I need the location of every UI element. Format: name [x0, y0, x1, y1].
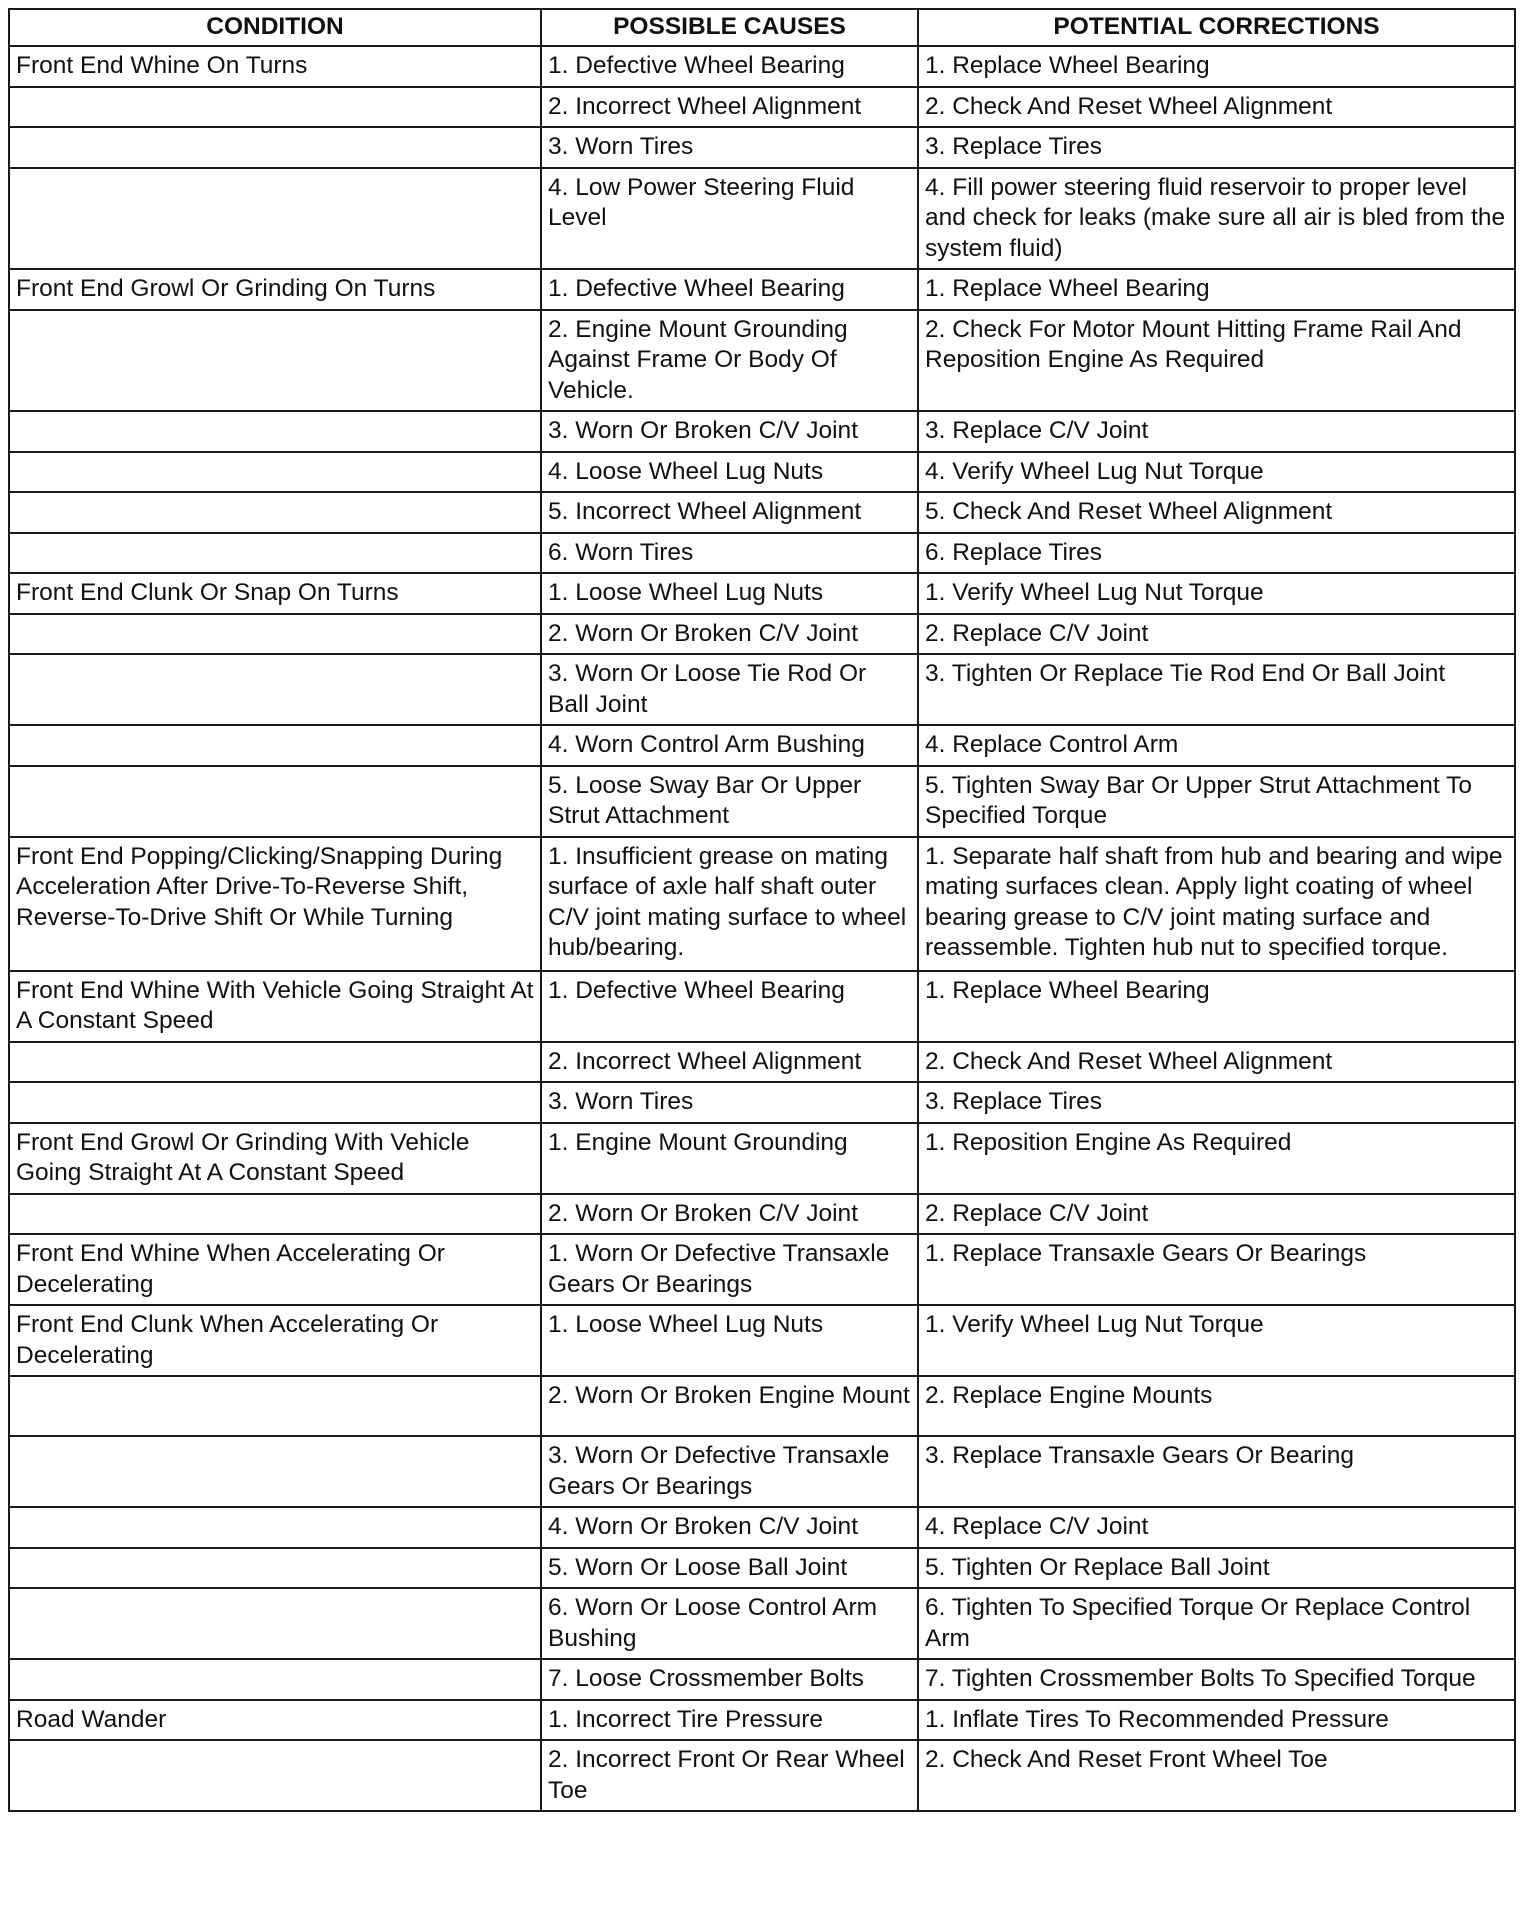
cause-cell: 4. Worn Or Broken C/V Joint	[541, 1507, 918, 1548]
table-row	[9, 1376, 1515, 1436]
table-row	[9, 971, 1515, 1042]
correction-cell: 2. Check For Motor Mount Hitting Frame Rail And Reposition Engine As Required	[918, 310, 1515, 412]
table-row	[9, 127, 1515, 168]
correction-cell: 7. Tighten Crossmember Bolts To Specified Torque	[918, 1659, 1515, 1700]
condition-cell	[9, 310, 541, 412]
table-row	[9, 573, 1515, 614]
correction-cell: 3. Replace C/V Joint	[918, 411, 1515, 452]
table-row	[9, 1042, 1515, 1083]
correction-cell: 2. Replace C/V Joint	[918, 614, 1515, 655]
condition-cell: Front End Whine With Vehicle Going Straight At A Constant Speed	[9, 971, 541, 1042]
correction-cell: 5. Check And Reset Wheel Alignment	[918, 492, 1515, 533]
condition-cell	[9, 411, 541, 452]
correction-cell: 2. Check And Reset Wheel Alignment	[918, 1042, 1515, 1083]
correction-cell: 1. Replace Wheel Bearing	[918, 46, 1515, 87]
header-possible-causes: POSSIBLE CAUSES	[541, 9, 918, 46]
cause-cell: 4. Low Power Steering Fluid Level	[541, 168, 918, 270]
header-potential-corrections: POTENTIAL CORRECTIONS	[918, 9, 1515, 46]
cause-cell: 5. Worn Or Loose Ball Joint	[541, 1548, 918, 1589]
condition-cell: Front End Growl Or Grinding On Turns	[9, 269, 541, 310]
correction-cell: 2. Replace C/V Joint	[918, 1194, 1515, 1235]
table-row	[9, 1700, 1515, 1741]
correction-cell: 4. Replace Control Arm	[918, 725, 1515, 766]
condition-cell: Front End Clunk Or Snap On Turns	[9, 573, 541, 614]
cause-cell: 5. Loose Sway Bar Or Upper Strut Attachment	[541, 766, 918, 837]
cause-cell: 1. Defective Wheel Bearing	[541, 269, 918, 310]
table-row	[9, 269, 1515, 310]
cause-cell: 1. Defective Wheel Bearing	[541, 971, 918, 1042]
correction-cell: 5. Tighten Sway Bar Or Upper Strut Attachment To Specified Torque	[918, 766, 1515, 837]
cause-cell: 3. Worn Tires	[541, 127, 918, 168]
correction-cell: 2. Check And Reset Wheel Alignment	[918, 87, 1515, 128]
correction-cell: 1. Replace Wheel Bearing	[918, 971, 1515, 1042]
table-row	[9, 1588, 1515, 1659]
table-row	[9, 1659, 1515, 1700]
condition-cell	[9, 492, 541, 533]
correction-cell: 1. Replace Wheel Bearing	[918, 269, 1515, 310]
cause-cell: 2. Worn Or Broken Engine Mount	[541, 1376, 918, 1436]
cause-cell: 1. Loose Wheel Lug Nuts	[541, 573, 918, 614]
cause-cell: 1. Insufficient grease on mating surface of axle half shaft outer C/V joint mating surface to wheel hub/bearing.	[541, 837, 918, 971]
correction-cell: 4. Fill power steering fluid reservoir to proper level and check for leaks (make sure all air is bled from the system fluid)	[918, 168, 1515, 270]
diagnosis-table	[8, 8, 1516, 1812]
condition-cell	[9, 654, 541, 725]
condition-cell: Road Wander	[9, 1700, 541, 1741]
table-row	[9, 46, 1515, 87]
table-row	[9, 1082, 1515, 1123]
condition-cell	[9, 533, 541, 574]
cause-cell: 1. Loose Wheel Lug Nuts	[541, 1305, 918, 1376]
condition-cell: Front End Growl Or Grinding With Vehicle Going Straight At A Constant Speed	[9, 1123, 541, 1194]
correction-cell: 1. Inflate Tires To Recommended Pressure	[918, 1700, 1515, 1741]
correction-cell: 3. Replace Tires	[918, 1082, 1515, 1123]
cause-cell: 2. Engine Mount Grounding Against Frame Or Body Of Vehicle.	[541, 310, 918, 412]
table-row	[9, 837, 1515, 971]
condition-cell	[9, 1548, 541, 1589]
table-row	[9, 87, 1515, 128]
table-row	[9, 1436, 1515, 1507]
table-row	[9, 1123, 1515, 1194]
table-row	[9, 725, 1515, 766]
table-body	[9, 46, 1515, 1811]
cause-cell: 5. Incorrect Wheel Alignment	[541, 492, 918, 533]
cause-cell: 1. Engine Mount Grounding	[541, 1123, 918, 1194]
cause-cell: 4. Worn Control Arm Bushing	[541, 725, 918, 766]
table-row	[9, 168, 1515, 270]
condition-cell	[9, 1082, 541, 1123]
correction-cell: 4. Replace C/V Joint	[918, 1507, 1515, 1548]
condition-cell	[9, 725, 541, 766]
correction-cell: 1. Replace Transaxle Gears Or Bearings	[918, 1234, 1515, 1305]
correction-cell: 1. Separate half shaft from hub and bearing and wipe mating surfaces clean. Apply light coating of wheel bearing grease to C/V joint mating surface and reassemble. Tighten hub nut to specified torque.	[918, 837, 1515, 971]
correction-cell: 2. Check And Reset Front Wheel Toe	[918, 1740, 1515, 1811]
condition-cell	[9, 1376, 541, 1436]
table-row	[9, 1548, 1515, 1589]
cause-cell: 1. Worn Or Defective Transaxle Gears Or Bearings	[541, 1234, 918, 1305]
cause-cell: 4. Loose Wheel Lug Nuts	[541, 452, 918, 493]
cause-cell: 1. Defective Wheel Bearing	[541, 46, 918, 87]
correction-cell: 3. Replace Tires	[918, 127, 1515, 168]
condition-cell	[9, 1042, 541, 1083]
table-row	[9, 533, 1515, 574]
table-row	[9, 1194, 1515, 1235]
correction-cell: 4. Verify Wheel Lug Nut Torque	[918, 452, 1515, 493]
table-row	[9, 310, 1515, 412]
correction-cell: 6. Replace Tires	[918, 533, 1515, 574]
condition-cell: Front End Whine When Accelerating Or Decelerating	[9, 1234, 541, 1305]
cause-cell: 2. Incorrect Wheel Alignment	[541, 87, 918, 128]
table-row	[9, 1305, 1515, 1376]
condition-cell	[9, 614, 541, 655]
correction-cell: 1. Reposition Engine As Required	[918, 1123, 1515, 1194]
table-row	[9, 411, 1515, 452]
cause-cell: 2. Incorrect Front Or Rear Wheel Toe	[541, 1740, 918, 1811]
cause-cell: 3. Worn Or Broken C/V Joint	[541, 411, 918, 452]
correction-cell: 1. Verify Wheel Lug Nut Torque	[918, 1305, 1515, 1376]
correction-cell: 3. Tighten Or Replace Tie Rod End Or Ball Joint	[918, 654, 1515, 725]
table-row	[9, 1507, 1515, 1548]
condition-cell	[9, 1588, 541, 1659]
condition-cell	[9, 1659, 541, 1700]
correction-cell: 5. Tighten Or Replace Ball Joint	[918, 1548, 1515, 1589]
table-row	[9, 492, 1515, 533]
condition-cell: Front End Whine On Turns	[9, 46, 541, 87]
cause-cell: 6. Worn Tires	[541, 533, 918, 574]
cause-cell: 1. Incorrect Tire Pressure	[541, 1700, 918, 1741]
condition-cell: Front End Clunk When Accelerating Or Decelerating	[9, 1305, 541, 1376]
table-row	[9, 654, 1515, 725]
cause-cell: 2. Worn Or Broken C/V Joint	[541, 1194, 918, 1235]
cause-cell: 7. Loose Crossmember Bolts	[541, 1659, 918, 1700]
correction-cell: 1. Verify Wheel Lug Nut Torque	[918, 573, 1515, 614]
table-row	[9, 1740, 1515, 1811]
cause-cell: 2. Worn Or Broken C/V Joint	[541, 614, 918, 655]
condition-cell	[9, 766, 541, 837]
condition-cell	[9, 1740, 541, 1811]
cause-cell: 3. Worn Or Defective Transaxle Gears Or Bearings	[541, 1436, 918, 1507]
condition-cell	[9, 1507, 541, 1548]
cause-cell: 3. Worn Tires	[541, 1082, 918, 1123]
table-row	[9, 452, 1515, 493]
header-condition: CONDITION	[9, 9, 541, 46]
correction-cell: 2. Replace Engine Mounts	[918, 1376, 1515, 1436]
cause-cell: 2. Incorrect Wheel Alignment	[541, 1042, 918, 1083]
table-row	[9, 614, 1515, 655]
condition-cell	[9, 1194, 541, 1235]
condition-cell	[9, 87, 541, 128]
condition-cell: Front End Popping/Clicking/Snapping During Acceleration After Drive-To-Reverse Shift, Reverse-To-Drive Shift Or While Turning	[9, 837, 541, 971]
condition-cell	[9, 1436, 541, 1507]
condition-cell	[9, 127, 541, 168]
table-row	[9, 1234, 1515, 1305]
correction-cell: 6. Tighten To Specified Torque Or Replace Control Arm	[918, 1588, 1515, 1659]
cause-cell: 3. Worn Or Loose Tie Rod Or Ball Joint	[541, 654, 918, 725]
cause-cell: 6. Worn Or Loose Control Arm Bushing	[541, 1588, 918, 1659]
condition-cell	[9, 168, 541, 270]
table-row	[9, 766, 1515, 837]
correction-cell: 3. Replace Transaxle Gears Or Bearing	[918, 1436, 1515, 1507]
condition-cell	[9, 452, 541, 493]
header-row	[9, 9, 1515, 46]
